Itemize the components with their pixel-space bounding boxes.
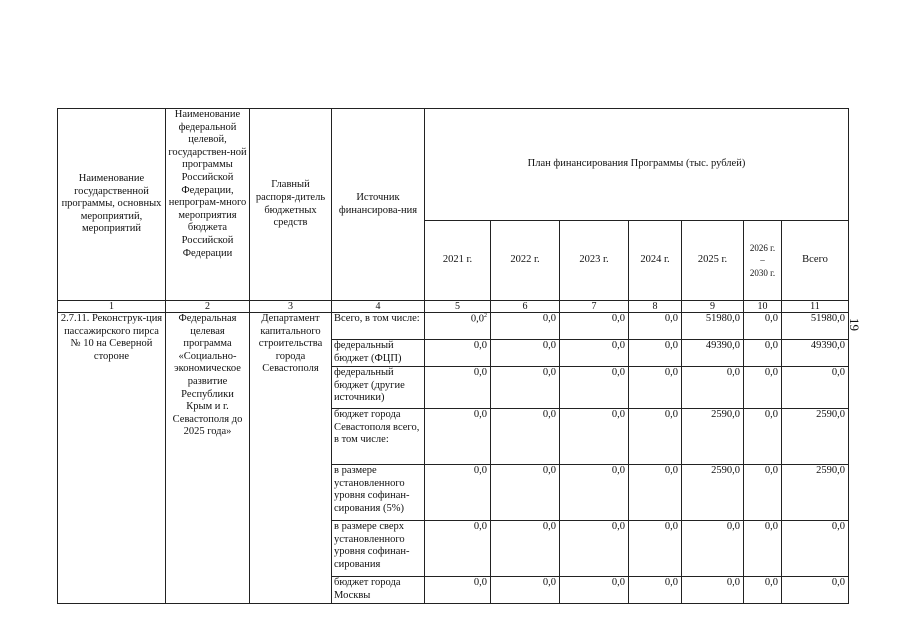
value-2025: 0,0: [682, 521, 744, 577]
year-range-dash: –: [760, 255, 765, 266]
value-2024: 0,0: [629, 521, 682, 577]
value-2026-2030: 0,0: [744, 521, 782, 577]
funding-source: Всего, в том числе:: [332, 313, 425, 340]
footnote-marker: 2: [484, 313, 487, 319]
column-number: 9: [682, 301, 744, 313]
value-2022: 0,0: [491, 521, 560, 577]
value-2022: 0,0: [491, 577, 560, 604]
value-2023: 0,0: [560, 367, 629, 409]
value-2022: 0,0: [491, 340, 560, 367]
header-program-name: Наименование федеральной целевой, государствен-ной программы Российской Федерации, непрограм-много мероприятия бюджета Российской Федерации: [166, 109, 250, 301]
value-2021: 0,0: [425, 577, 491, 604]
header-year-2022: 2022 г.: [491, 221, 560, 301]
header-total: Всего: [782, 221, 849, 301]
page-number: 19: [847, 318, 862, 331]
value-2026-2030: 0,0: [744, 340, 782, 367]
value-2025: 49390,0: [682, 340, 744, 367]
funding-source: бюджет города Москвы: [332, 577, 425, 604]
value-2025: 2590,0: [682, 465, 744, 521]
value-total: 0,0: [782, 367, 849, 409]
value-2022: 0,0: [491, 313, 560, 340]
value-total: 0,0: [782, 521, 849, 577]
header-year-2023: 2023 г.: [560, 221, 629, 301]
value-2021: 0,0: [425, 521, 491, 577]
table-row: [58, 313, 849, 340]
value-2022: 0,0: [491, 465, 560, 521]
column-number: 3: [250, 301, 332, 313]
value-2026-2030: 0,0: [744, 313, 782, 340]
value-2024: 0,0: [629, 313, 682, 340]
year-range-end: 2030 г.: [749, 267, 776, 278]
value-2024: 0,0: [629, 340, 682, 367]
funding-source: в размере сверх установленного уровня софинан-сирования: [332, 521, 425, 577]
value-total: 51980,0: [782, 313, 849, 340]
value-total: 2590,0: [782, 465, 849, 521]
value-total: 49390,0: [782, 340, 849, 367]
year-range-start: 2026 г.: [749, 242, 776, 253]
value-2021: 0,0: [425, 367, 491, 409]
header-year-range: [744, 221, 782, 301]
funding-source: федеральный бюджет (другие источники): [332, 367, 425, 409]
value-2024: 0,0: [629, 577, 682, 604]
value-text: 0,0: [470, 313, 484, 325]
value-2024: 0,0: [629, 367, 682, 409]
value-2022: 0,0: [491, 367, 560, 409]
value-2024: 0,0: [629, 409, 682, 465]
header-funding-source: Источник финансирова-ния: [332, 109, 425, 301]
value-2021: [425, 313, 491, 340]
funding-source: федеральный бюджет (ФЦП): [332, 340, 425, 367]
value-2026-2030: 0,0: [744, 577, 782, 604]
value-total: 0,0: [782, 577, 849, 604]
value-2025: 0,0: [682, 367, 744, 409]
column-number: 1: [58, 301, 166, 313]
header-distributor: Главный распоря-дитель бюджетных средств: [250, 109, 332, 301]
header-year-2024: 2024 г.: [629, 221, 682, 301]
column-number: 6: [491, 301, 560, 313]
value-2021: 0,0: [425, 340, 491, 367]
funding-source: бюджет города Севастополя всего, в том числе:: [332, 409, 425, 465]
value-2021: 0,0: [425, 409, 491, 465]
header-activity-name: Наименование государственной программы, основных мероприятий, мероприятий: [58, 109, 166, 301]
activity-name: 2.7.11. Реконструк-ция пассажирского пирса № 10 на Северной стороне: [58, 313, 166, 604]
value-2022: 0,0: [491, 409, 560, 465]
column-number: 11: [782, 301, 849, 313]
column-number: 2: [166, 301, 250, 313]
column-number: 10: [744, 301, 782, 313]
value-2023: 0,0: [560, 340, 629, 367]
value-2023: 0,0: [560, 577, 629, 604]
funding-source: в размере установленного уровня софинан-сирования (5%): [332, 465, 425, 521]
column-number: 5: [425, 301, 491, 313]
value-2026-2030: 0,0: [744, 465, 782, 521]
value-2023: 0,0: [560, 313, 629, 340]
value-2023: 0,0: [560, 521, 629, 577]
program-name: Федеральная целевая программа «Социально-экономическое развитие Республики Крым и г. Севастополя до 2025 года»: [166, 313, 250, 604]
value-2025: 2590,0: [682, 409, 744, 465]
column-number: 4: [332, 301, 425, 313]
column-number: 8: [629, 301, 682, 313]
value-2026-2030: 0,0: [744, 409, 782, 465]
value-2021: 0,0: [425, 465, 491, 521]
value-total: 2590,0: [782, 409, 849, 465]
financing-table: [57, 108, 849, 604]
header-year-2021: 2021 г.: [425, 221, 491, 301]
value-2023: 0,0: [560, 465, 629, 521]
value-2023: 0,0: [560, 409, 629, 465]
value-2025: 51980,0: [682, 313, 744, 340]
header-financing-plan: План финансирования Программы (тыс. рублей): [425, 109, 849, 221]
value-2024: 0,0: [629, 465, 682, 521]
column-number: 7: [560, 301, 629, 313]
column-number-row: [58, 301, 849, 313]
value-2026-2030: 0,0: [744, 367, 782, 409]
header-year-2025: 2025 г.: [682, 221, 744, 301]
budget-distributor: Департамент капитального строительства города Севастополя: [250, 313, 332, 604]
value-2025: 0,0: [682, 577, 744, 604]
